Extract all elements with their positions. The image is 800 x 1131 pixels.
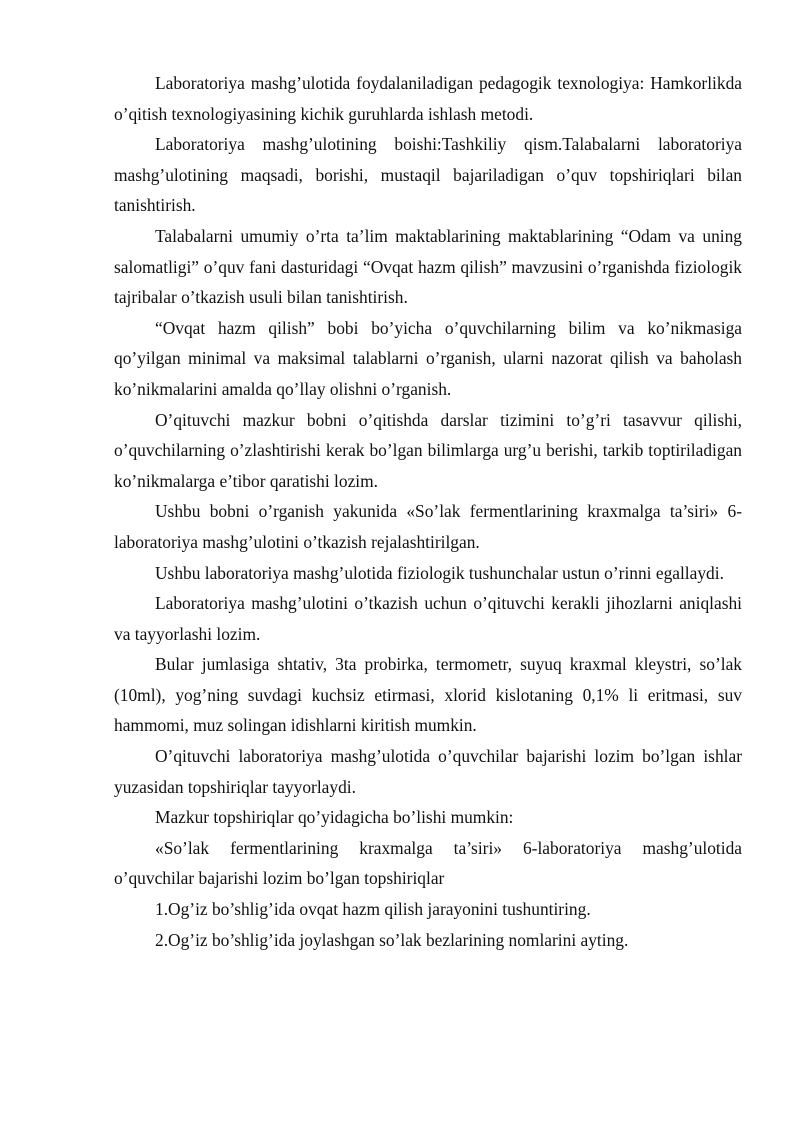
paragraph-task-1: 1.Og’iz bo’shlig’ida ovqat hazm qilish jarayonini tushuntiring. <box>155 899 591 920</box>
paragraph-equipment-list: Bular jumlasiga shtativ, 3ta probirka, termometr, suyuq kraxmal kleystri, so’lak (10ml), yog’ning suvdagi kuchsiz etirmasi, xlorid kislotaning 0,1% li eritmasi, suv hammomi, muz solingan idishlarni kiritish mumkin. <box>114 654 742 736</box>
paragraph-lab-tasks-title: «So’lak fermentlarining kraxmalga ta’siri» 6-laboratoriya mashg’ulotida o’quvchilar bajarishi lozim bo’lgan topshiriqlar <box>114 837 742 889</box>
paragraph-lesson-start: Laboratoriya mashg’ulotining boishi:Tashkiliy qism.Talabalarni laboratoriya mashg’ulotining maqsadi, borishi, mustaqil bajariladigan o’quv topshiriqlari bilan tanishtirish. <box>114 134 742 216</box>
paragraph-physiological-concepts: Ushbu laboratoriya mashg’ulotida fiziologik tushunchalar ustun o’rinni egallaydi. <box>155 562 724 583</box>
paragraph-teacher-system: O’qituvchi mazkur bobni o’qitishda darslar tizimini to’g’ri tasavvur qilishi, o’quvchilarning o’zlashtirishi kerak bo’lgan bilimlarga urg’u berishi, tarkib toptiriladigan ko’nikmalarga e’tibor qaratishi lozim. <box>114 409 742 491</box>
paragraph-tasks-intro: Mazkur topshiriqlar qo’yidagicha bo’lishi mumkin: <box>155 807 514 828</box>
paragraph-teacher-tasks: O’qituvchi laboratoriya mashg’ulotida o’quvchilar bajarishi lozim bo’lgan ishlar yuzasidan topshiriqlar tayyorlaydi. <box>114 746 742 797</box>
document-page <box>114 68 742 955</box>
paragraph-chapter-requirements: “Ovqat hazm qilish” bobi bo’yicha o’quvchilarning bilim va ko’nikmasiga qo’yilgan minimal va maksimal talablarni o’rganish, ularni nazorat qilish va baholash ko’nikmalarini amalda qo’llay olishni o’rganish. <box>114 317 742 399</box>
paragraph-lab-planned: Ushbu bobni o’rganish yakunida «So’lak fermentlarining kraxmalga ta’siri» 6-laboratoriya mashg’ulotini o’tkazish rejalashtirilgan. <box>114 501 742 552</box>
paragraph-students-familiarization: Talabalarni umumiy o’rta ta’lim maktablarining maktablarining “Odam va uning salomatligi” o’quv fani dasturidagi “Ovqat hazm qilish” mavzusini o’rganishda fiziologik tajribalar o’tkazish usuli bilan tanishtirish. <box>114 225 742 308</box>
paragraph-task-2: 2.Og’iz bo’shlig’ida joylashgan so’lak bezlarining nomlarini ayting. <box>155 929 629 950</box>
paragraph-equipment-preparation: Laboratoriya mashg’ulotini o’tkazish uchun o’qituvchi kerakli jihozlarni aniqlashi va tayyorlashi lozim. <box>114 593 742 644</box>
paragraph-pedagogical-technology: Laboratoriya mashg’ulotida foydalaniladigan pedagogik texnologiya: Hamkorlikda o’qitish texnologiyasining kichik guruhlarda ishlash metodi. <box>114 73 742 124</box>
